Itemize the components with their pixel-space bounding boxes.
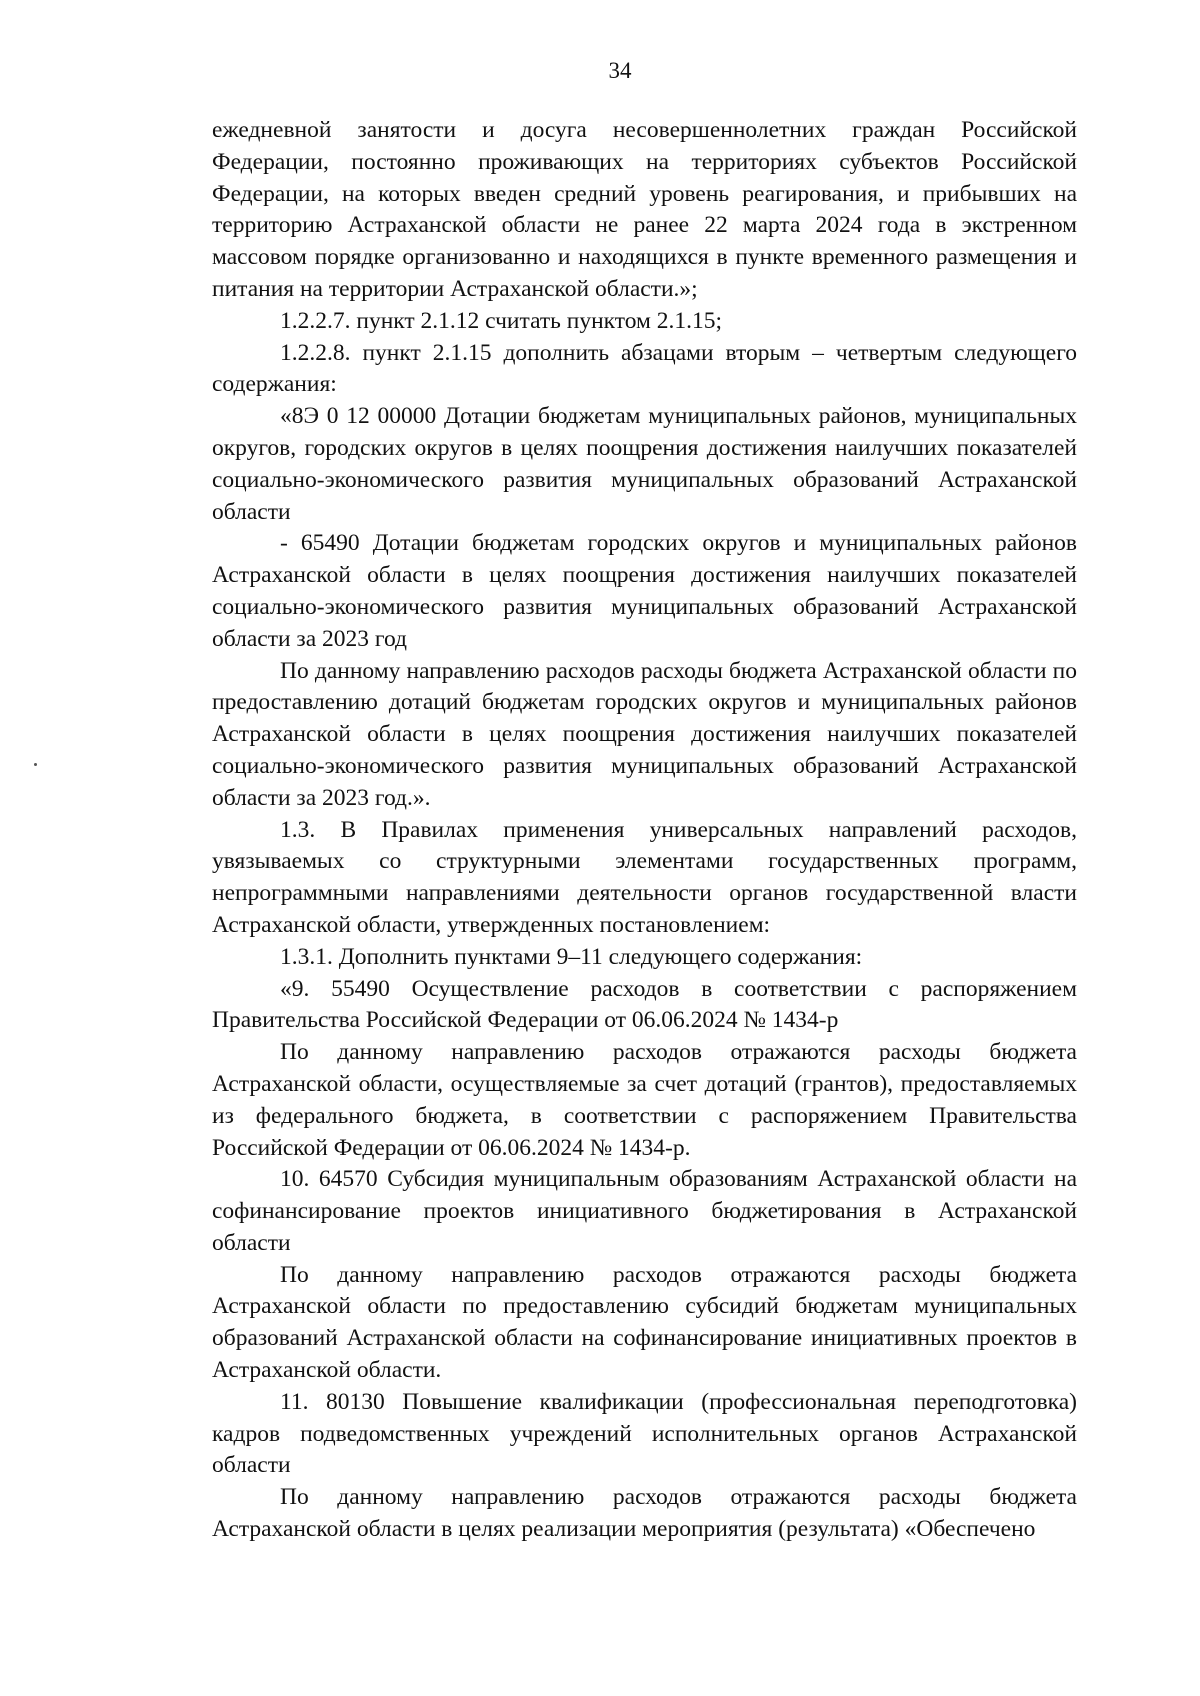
- document-body: [212, 115, 1077, 1546]
- paragraph-12: По данному направлению расходов отражаются расходы бюджета Астраханской области по предоставлению субсидий бюджетам муниципальных образований Астраханской области на софинансирование инициативных проектов в Астраханской области.: [212, 1261, 1077, 1384]
- scan-speck: [34, 763, 37, 766]
- paragraph-2: 1.2.2.7. пункт 2.1.12 считать пунктом 2.1.15;: [280, 307, 723, 334]
- paragraph-14: По данному направлению расходов отражаются расходы бюджета Астраханской области в целях реализации мероприятия (результата) «Обеспечено: [212, 1484, 1077, 1543]
- paragraph-5: - 65490 Дотации бюджетам городских округов и муниципальных районов Астраханской области в целях поощрения достижения наилучших показателей социально-экономического развития муниципальных образований Астраханской области за 2023 год: [212, 530, 1077, 652]
- paragraph-1: ежедневной занятости и досуга несовершеннолетних граждан Российской Федерации, постоянно проживающих на территориях субъектов Российской Федерации, на которых введен средний уровень реагирования, и прибывших на территорию Астраханской области не ранее 22 марта 2024 года в экстренном массовом порядке организованно и находящихся в пункте временного размещения и питания на территории Астраханской области.»;: [212, 117, 1077, 302]
- paragraph-3: 1.2.2.8. пункт 2.1.15 дополнить абзацами вторым – четвертым следующего содержания:: [212, 339, 1077, 398]
- paragraph-9: «9. 55490 Осуществление расходов в соответствии с распоряжением Правительства Российской Федерации от 06.06.2024 № 1434-р: [212, 975, 1077, 1034]
- paragraph-6: По данному направлению расходов расходы бюджета Астраханской области по предоставлению дотаций бюджетам городских округов и муниципальных районов Астраханской области в целях поощрения достижения наилучших показателей социально-экономического развития муниципальных образований Астраханской области за 2023 год.».: [212, 657, 1077, 811]
- paragraph-10: По данному направлению расходов отражаются расходы бюджета Астраханской области, осуществляемые за счет дотаций (грантов), предоставляемых из федерального бюджета, в соответствии с распоряжением Правительства Российской Федерации от 06.06.2024 № 1434-р.: [212, 1039, 1077, 1161]
- paragraph-4: «8Э 0 12 00000 Дотации бюджетам муниципальных районов, муниципальных округов, городских округов в целях поощрения достижения наилучших показателей социально-экономического развития муниципальных образований Астраханской области: [212, 403, 1077, 525]
- paragraph-13: 11. 80130 Повышение квалификации (профессиональная переподготовка) кадров подведомственных учреждений исполнительных органов Астраханской области: [212, 1388, 1077, 1479]
- page-number: 34: [608, 58, 632, 83]
- paragraph-11: 10. 64570 Субсидия муниципальным образованиям Астраханской области на софинансирование проектов инициативного бюджетирования в Астраханской области: [212, 1166, 1077, 1256]
- paragraph-7: 1.3. В Правилах применения универсальных направлений расходов, увязываемых со структурными элементами государственных программ, непрограммными направлениями деятельности органов государственной власти Астраханской области, утвержденных постановлением:: [212, 816, 1077, 938]
- paragraph-8: 1.3.1. Дополнить пунктами 9–11 следующего содержания:: [280, 943, 863, 970]
